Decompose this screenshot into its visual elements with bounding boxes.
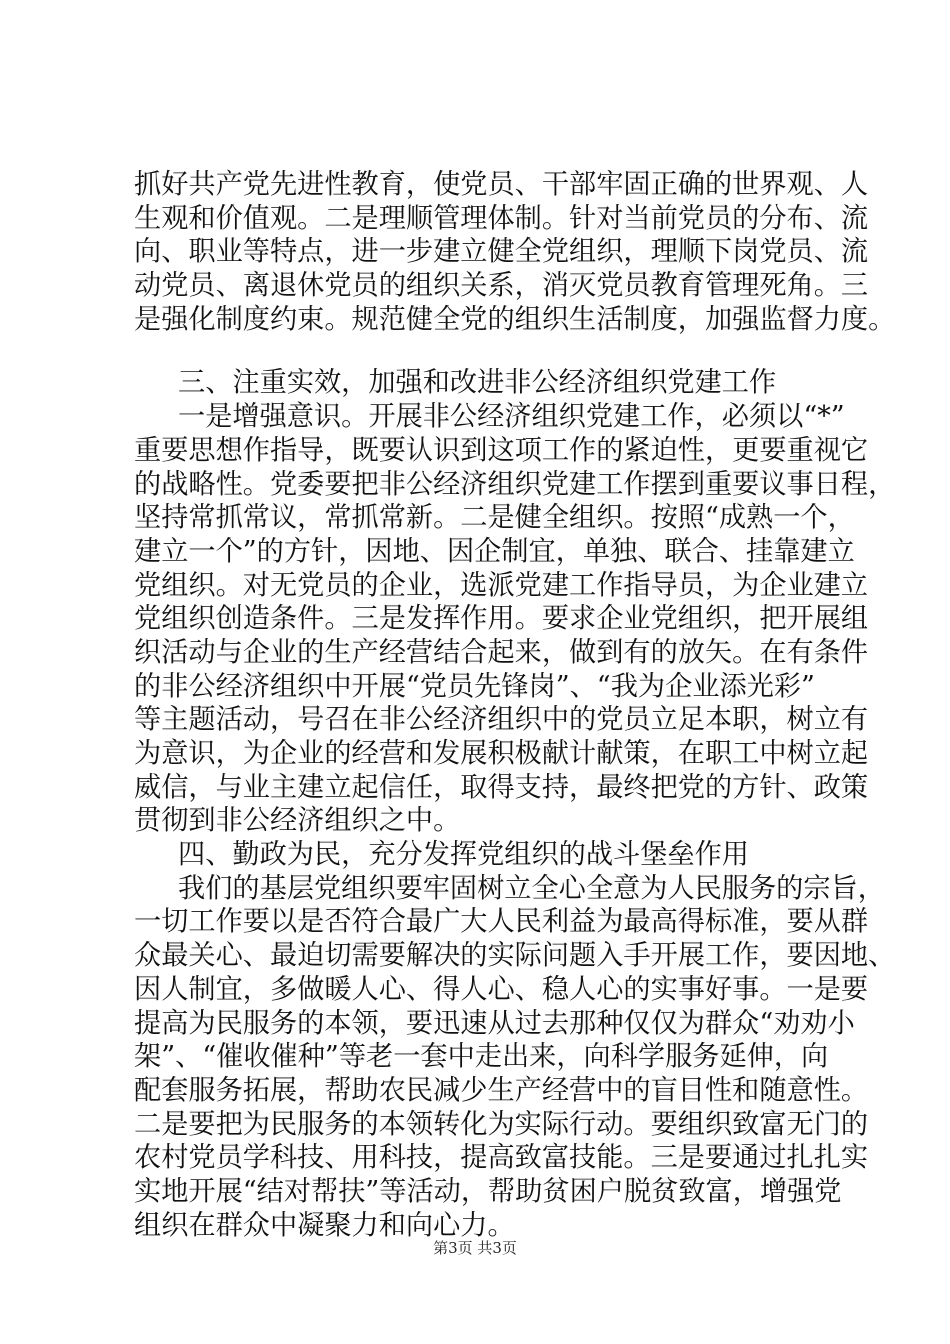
paragraph-line: 重要思想作指导，既要认识到这项工作的紧迫性，更要重视它 xyxy=(134,434,869,466)
paragraph-line: 建立一个”的方针，因地、因企制宜，单独、联合、挂靠建立 xyxy=(134,535,855,567)
section-4 xyxy=(134,838,896,1242)
paragraph-line: 是强化制度约束。规范健全党的组织生活制度，加强监督力度。 xyxy=(134,303,896,335)
paragraph-line: 威信，与业主建立起信任，取得支持，最终把党的方针、政策 xyxy=(134,771,869,803)
section-3 xyxy=(134,366,896,838)
section-4-heading: 四、勤政为民，充分发挥党组织的战斗堡垒作用 xyxy=(178,839,749,871)
paragraph-line: 一是增强意识。开展非公经济组织党建工作，必须以“*” xyxy=(178,401,845,433)
paragraph-line: 众最关心、最迫切需要解决的实际问题入手开展工作，要因地、 xyxy=(134,940,896,972)
paragraph-line: 为意识，为企业的经营和发展积极献计献策，在职工中树立起 xyxy=(134,738,869,769)
page-footer xyxy=(0,1238,950,1258)
paragraph-line: 我们的基层党组织要牢固树立全心全意为人民服务的宗旨， xyxy=(178,872,885,904)
paragraph-line: 架”、“催收催种”等老一套中走出来，向科学服务延伸，向 xyxy=(134,1041,829,1073)
paragraph-1 xyxy=(134,168,896,336)
paragraph-line: 的非公经济组织中开展“党员先锋岗”、“我为企业添光彩” xyxy=(134,670,815,702)
paragraph-line: 二是要把为民服务的本领转化为实际行动。要组织致富无门的 xyxy=(134,1108,869,1140)
paragraph-line: 动党员、离退休党员的组织关系，消灭党员教育管理死角。三 xyxy=(134,270,869,302)
paragraph-line: 提高为民服务的本领，要迅速从过去那种仅仅为群众“劝劝小 xyxy=(134,1007,855,1039)
paragraph-line: 生观和价值观。二是理顺管理体制。针对当前党员的分布、流 xyxy=(134,202,869,234)
paragraph-line: 党组织。对无党员的企业，选派党建工作指导员，为企业建立 xyxy=(134,569,869,601)
document-body xyxy=(134,168,896,1242)
paragraph-line: 织活动与企业的生产经营结合起来，做到有的放矢。在有条件 xyxy=(134,636,869,668)
page-indicator: 第3页 共3页 xyxy=(433,1239,517,1257)
paragraph-line: 抓好共产党先进性教育，使党员、干部牢固正确的世界观、人 xyxy=(134,169,869,200)
paragraph-line: 坚持常抓常议，常抓常新。二是健全组织。按照“成熟一个， xyxy=(134,502,855,534)
section-3-heading: 三、注重实效，加强和改进非公经济组织党建工作 xyxy=(178,367,777,399)
paragraph-line: 贯彻到非公经济组织之中。 xyxy=(134,805,461,837)
paragraph-line: 实地开展“结对帮扶”等活动，帮助贫困户脱贫致富，增强党 xyxy=(134,1175,842,1207)
paragraph-line: 向、职业等特点，进一步建立健全党组织，理顺下岗党员、流 xyxy=(134,236,869,268)
paragraph-line: 的战略性。党委要把非公经济组织党建工作摆到重要议事日程， xyxy=(134,468,896,500)
paragraph-spacer xyxy=(134,336,824,366)
paragraph-line: 因人制宜，多做暖人心、得人心、稳人心的实事好事。一是要 xyxy=(134,973,869,1005)
paragraph-line: 等主题活动，号召在非公经济组织中的党员立足本职，树立有 xyxy=(134,704,869,736)
paragraph-line: 党组织创造条件。三是发挥作用。要求企业党组织，把开展组 xyxy=(134,603,869,635)
paragraph-line: 农村党员学科技、用科技，提高致富技能。三是要通过扎扎实 xyxy=(134,1142,869,1174)
paragraph-line: 一切工作要以是否符合最广大人民利益为最高得标准，要从群 xyxy=(134,906,869,938)
paragraph-line: 配套服务拓展，帮助农民减少生产经营中的盲目性和随意性。 xyxy=(134,1074,869,1106)
paragraph-line: 组织在群众中凝聚力和向心力。 xyxy=(134,1209,515,1241)
